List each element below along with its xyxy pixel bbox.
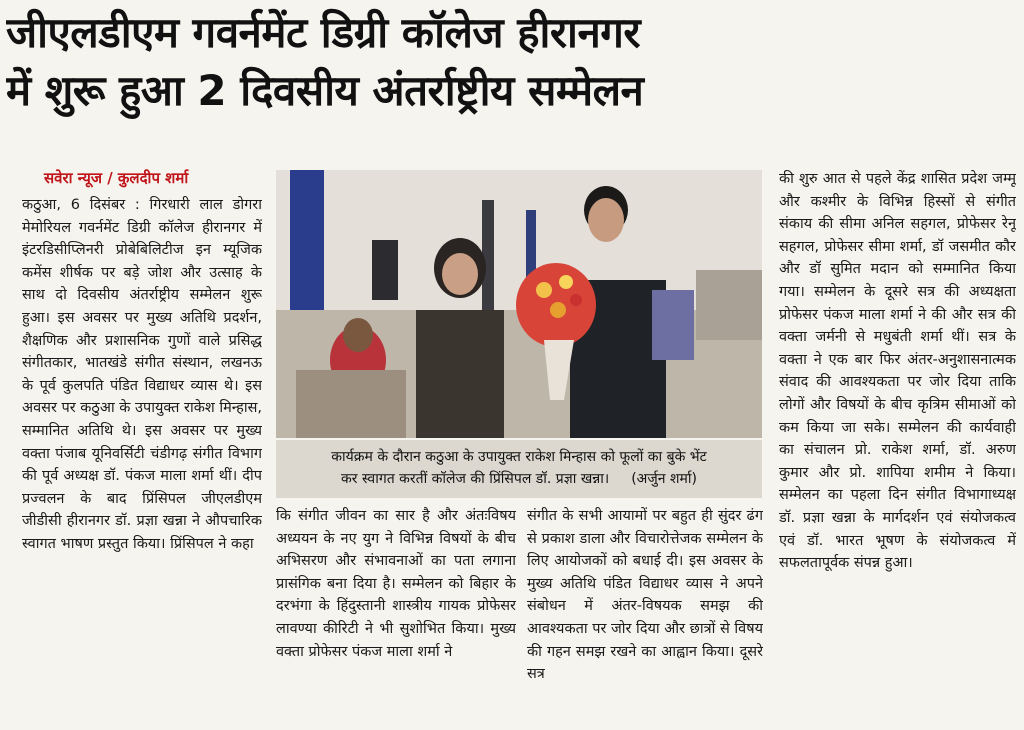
headline — [6, 4, 1018, 120]
headline-line-2: में शुरू हुआ 2 दिवसीय अंतर्राष्ट्रीय सम्मेलन — [6, 66, 644, 115]
article-column-3: संगीत के सभी आयामों पर बहुत ही सुंदर ढंग से प्रकाश डाला और विचारोत्तेजक सम्मेलन के लिए आयोजकों को बधाई दी। इस अवसर के मुख्य अतिथि पंडित विद्याधर व्यास ने अपने संबोधन में अंतर-विषयक समझ की आवश्यकता पर जोर दिया और छात्रों से विषय की गहन समझ रखने का आह्वान किया। दूसरे सत्र — [527, 508, 763, 683]
photo-caption — [276, 440, 762, 498]
photo-credit: (अर्जुन शर्मा) — [631, 471, 697, 487]
photo-illustration — [276, 170, 762, 438]
caption-line-2: कर स्वागत करतीं कॉलेज की प्रिंसिपल डॉ. प्रज्ञा खन्ना। — [341, 471, 610, 487]
article-column-1: कठुआ, 6 दिसंबर : गिरधारी लाल डोगरा मेमोरियल गवर्नमेंट डिग्री कॉलेज हीरानगर में इंटरडिसीप्लिनरी प्रोबेबिलिटीज इन म्यूजिक कमेंस शीर्षक पर बड़े जोश और उत्साह के साथ दो दिवसीय अंतर्राष्ट्रीय सम्मेलन शुरू हुआ। इस अवसर पर मुख्य अतिथि प्रदर्शन, शैक्षणिक और प्रशासनिक गुणों वाले प्रसिद्ध संगीतकार, भातखंडे संगीत संस्थान, लखनऊ के पूर्व कुलपति पंडित विद्याधर व्यास थे। इस अवसर पर कठुआ के उपायुक्त राकेश मिन्हास, सम्मानित अतिथि थे। इस अवसर पर मुख्य वक्ता पंजाब यूनिवर्सिटी चंडीगढ़ संगीत विभाग की पूर्व अध्यक्ष डॉ. पंकज माला शर्मा थीं। दीप प्रज्वलन के बाद प्रिंसिपल जीएलडीएम जीडीसी हीरानगर डॉ. प्रज्ञा खन्ना ने औपचारिक स्वागत भाषण प्रस्तुत किया। प्रिंसिपल ने कहा — [22, 197, 262, 552]
caption-line-1: कार्यक्रम के दौरान कठुआ के उपायुक्त राकेश मिन्हास को फूलों का बुके भेंट — [331, 449, 707, 465]
news-photo — [276, 170, 762, 438]
article-column-4: की शुरु आत से पहले केंद्र शासित प्रदेश जम्मू और कश्मीर के विभिन्न हिस्सों से संगीत संकाय की सीमा अनिल सहगल, प्रोफेसर रेनू सहगल, प्रोफेसर सीमा शर्मा, डॉ जसमीत कौर और डॉ सुमित मदान को सम्मानित किया गया। सम्मेलन के दूसरे सत्र की अध्यक्षता प्रोफेसर पंकज माला शर्मा ने की और सत्र की वक्ता जर्मनी से मधुबंती शर्मा थीं। सत्र के वक्ता ने एक बार फिर अंतर-अनुशासनात्मक संवाद की आवश्यकता पर जोर दिया ताकि लोगों और विषयों के बीच कृत्रिम सीमाओं को कम किया जा सके। सम्मेलन की कार्यवाही का संचालन प्रो. राकेश शर्मा, डॉ. अरुण कुमार और प्रो. शापिया शमीम ने किया। सम्मेलन का पहला दिन संगीत विभागाध्यक्ष डॉ. प्रज्ञा खन्ना के मार्गदर्शन एवं संयोजकत्व एवं डॉ. भारत भूषण के संयोजकत्व में सफलतापूर्वक संपन्न हुआ। — [779, 171, 1016, 572]
headline-line-1: जीएलडीएम गवर्नमेंट डिग्री कॉलेज हीरानगर — [6, 8, 641, 57]
byline: सवेरा न्यूज / कुलदीप शर्मा — [44, 169, 189, 187]
article-column-2: कि संगीत जीवन का सार है और अंतःविषय अध्ययन के नए युग ने विभिन्न विषयों के बीच अभिसरण और संभावनाओं का पता लगाना प्रासंगिक बना दिया है। सम्मेलन को बिहार के दरभंगा के हिंदुस्तानी शास्त्रीय गायक प्रोफेसर लावण्या कीरिटी ने भी सुशोभित किया। मुख्य वक्ता प्रोफेसर पंकज माला शर्मा ने — [276, 508, 516, 660]
caption-line-2-wrap — [276, 468, 762, 490]
